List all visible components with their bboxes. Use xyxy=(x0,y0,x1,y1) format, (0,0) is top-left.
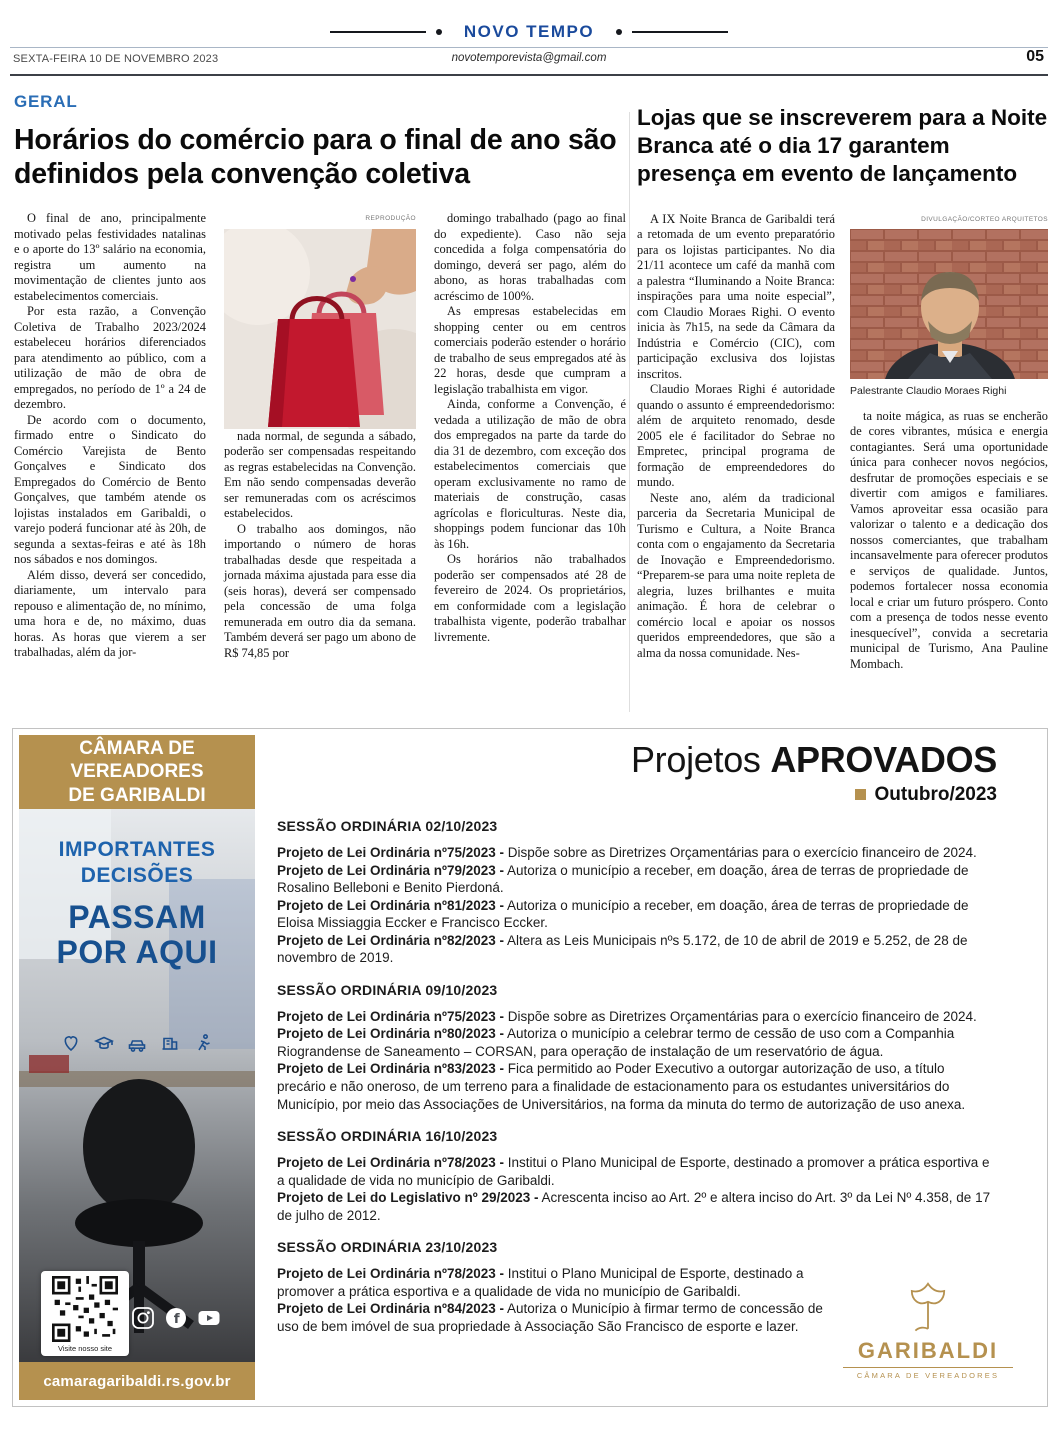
speaker-photo xyxy=(850,229,1048,379)
paragraph: Ainda, conforme a Convenção, é vedada a utilização de mão de obra dos empregados na parte da tarde do dia 31 de dezembro, com exceção dos estabelecimentos comerciais que operam exclusivamente no ramo de materiais de construção, casas agrícolas e floriculturas. Neste dia, shoppings podem funcionar das 10h às 16h. xyxy=(434,397,626,551)
section-label: GERAL xyxy=(14,92,78,111)
website-bar xyxy=(19,1362,255,1400)
approved-title xyxy=(263,739,1037,781)
paragraph: Além disso, deverá ser concedido, diariamente, um intervalo para repouso e alimentação de, no mínimo, uma hora e de, no máximo, duas horas. As horas que vierem a ser trabalhadas, além da jor- xyxy=(14,567,206,660)
main-article-body xyxy=(14,211,626,716)
facebook-icon[interactable] xyxy=(164,1306,188,1330)
session-block xyxy=(277,1239,842,1335)
approved-title-bold: APROVADOS xyxy=(770,739,997,780)
project-item xyxy=(277,862,997,897)
project-label: Projeto de Lei do Legislativo nº 29/2023 - xyxy=(277,1190,539,1206)
project-item xyxy=(277,1265,842,1300)
gold-square-bullet xyxy=(855,789,866,800)
masthead-ornament-line xyxy=(632,31,728,33)
garibaldi-logo-subtitle: CÂMARA DE VEREADORES xyxy=(843,1367,1013,1380)
svg-text:f: f xyxy=(173,1311,180,1328)
approved-month: Outubro/2023 xyxy=(874,784,997,805)
shopping-bags-photo xyxy=(224,229,416,429)
masthead-ornament-dot xyxy=(616,29,622,35)
qr-code xyxy=(52,1276,118,1342)
session-title: SESSÃO ORDINÁRIA 16/10/2023 xyxy=(277,1128,498,1145)
photo-caption: Palestrante Claudio Moraes Righi xyxy=(850,385,1007,398)
project-item xyxy=(277,1060,997,1113)
project-text: Dispõe sobre as Diretrizes Orçamentárias para o exercício financeiro de 2024. xyxy=(507,1008,977,1024)
project-item xyxy=(277,1300,842,1335)
project-text: Acrescenta inciso ao Art. 2º e altera inciso do Art. 3º da Lei Nº 4.358, de 17 de julho de 2012. xyxy=(277,1190,991,1223)
health-heart-icon xyxy=(61,1033,81,1053)
session-block xyxy=(277,1128,997,1224)
main-headline: Horários do comércio para o final de ano são definidos pela convenção coletiva xyxy=(14,124,617,190)
contact-email[interactable]: novotemporevista@gmail.com xyxy=(451,52,607,64)
secondary-article xyxy=(637,104,1048,712)
page-number: 05 xyxy=(1026,48,1044,65)
runner-icon xyxy=(193,1033,213,1053)
masthead-rule-bottom xyxy=(10,74,1048,76)
garibaldi-logo-name: GARIBALDI xyxy=(857,1338,999,1363)
masthead-ornament-dot xyxy=(436,29,442,35)
paragraph: Por esta razão, a Convenção Coletiva de Trabalho 2023/2024 estabeleceu horários diferenciados para atendimento ao público, com a utilização de mão de obra de empregados, no período de 1º a 24 de dezembro. xyxy=(14,304,206,412)
project-item xyxy=(277,844,997,862)
services-icon-row xyxy=(19,1033,255,1053)
session-title: SESSÃO ORDINÁRIA 23/10/2023 xyxy=(277,1239,498,1256)
project-label: Projeto de Lei Ordinária nº84/2023 - xyxy=(277,1301,505,1317)
instagram-icon[interactable] xyxy=(131,1306,155,1330)
project-item xyxy=(277,1008,997,1026)
project-label: Projeto de Lei Ordinária nº78/2023 - xyxy=(277,1155,505,1171)
project-text: Institui o Plano Municipal de Esporte, destinado a promover a prática esportiva e a qualidade de vida no município de Garibaldi. xyxy=(277,1266,804,1299)
photo-credit: REPRODUÇÃO xyxy=(365,215,416,223)
camara-banner-line2: DE GARIBALDI xyxy=(68,784,206,806)
paragraph: O trabalho aos domingos, não importando o número de horas trabalhadas desde que respeitada a jornada máxima ajustada para esse dia (seis horas), deverá ser compensado pela concessão de uma folga remunerada em outro dia da semana. Também deverá ser pago um abono de R$ 74,85 por xyxy=(224,521,416,660)
paragraph: Neste ano, além da tradicional parceria da Secretaria Municipal de Turismo e Cultura, a Noite Branca conta com o engajamento da Secretaria de Inovação e Empreendedorismo. “Preparem-se para uma noite repleta de alegria, luzes brilhantes e muita animação. É hora de celebrar o comércio local e apoiar os nossos queridos empreendedores, que são a alma da nossa comunidade. Nes- xyxy=(637,490,835,660)
paragraph: A IX Noite Branca de Garibaldi terá a retomada de um evento preparatório para os lojistas participantes. No dia 21/11 acontece um café da manhã com a palestra “Iluminando a Noite Branca: inspirações para uma noite especial”, com Claudio Moraes Righi. O evento inicia às 7h15, na sede da Câmara da Indústria e Comércio (CIC), com participação exclusiva dos lojistas inscritos. xyxy=(637,211,835,381)
project-item xyxy=(277,1154,997,1189)
main-article xyxy=(14,124,626,716)
camara-banner xyxy=(19,735,255,809)
qr-label: Visite nosso site xyxy=(57,1344,113,1353)
session-title: SESSÃO ORDINÁRIA 02/10/2023 xyxy=(277,818,498,834)
project-label: Projeto de Lei Ordinária nº75/2023 - xyxy=(277,1008,505,1024)
main-article-column-2 xyxy=(224,211,416,661)
project-text: Fica permitido ao Poder Executivo a outorgar autorização de uso, a título precário e não oneroso, de um terreno para a finalidade de estacionamento para os estudantes universitários do Município, por meio das Associações de Universitários, na forma da minuta do termo de autorização de uso anexa. xyxy=(277,1061,966,1112)
photo-credit: DIVULGAÇÃO/CORTEO ARQUITETOS xyxy=(921,215,1048,223)
youtube-icon[interactable] xyxy=(197,1306,221,1330)
approved-title-light: Projetos xyxy=(630,739,761,780)
project-label: Projeto de Lei Ordinária nº80/2023 - xyxy=(277,1026,505,1042)
camara-banner-line1: CÂMARA DE VEREADORES xyxy=(70,738,204,783)
paragraph: Claudio Moraes Righi é autoridade quando o assunto é empreendedorismo: além de arquiteto renomado, desde 2005 ele é facilitador do Sebrae no Empretec, principal programa de formação de empreendedores do mundo. xyxy=(637,382,835,490)
project-label: Projeto de Lei Ordinária nº82/2023 - xyxy=(277,932,505,948)
masthead-rule-top xyxy=(10,47,1048,48)
session-title: SESSÃO ORDINÁRIA 09/10/2023 xyxy=(277,981,498,998)
masthead-ornament-line xyxy=(330,31,426,33)
panel-slogan xyxy=(19,837,255,971)
garibaldi-logo xyxy=(843,1282,1013,1380)
camara-ad-box xyxy=(12,728,1048,1407)
graduation-cap-icon xyxy=(94,1033,114,1053)
project-label: Projeto de Lei Ordinária nº79/2023 - xyxy=(277,862,505,878)
masthead xyxy=(0,22,1058,42)
project-label: Projeto de Lei Ordinária nº78/2023 - xyxy=(277,1266,505,1282)
slogan-line: IMPORTANTES xyxy=(58,838,216,861)
project-label: Projeto de Lei Ordinária nº81/2023 - xyxy=(277,897,505,913)
main-article-column-3 xyxy=(434,211,626,645)
project-text: Autoriza o Município à firmar termo de concessão de uso de bem imóvel de sua propriedade à Associação São Francisco de esporte e lazer. xyxy=(277,1301,823,1334)
project-item xyxy=(277,1025,997,1060)
slogan-line-big: POR AQUI xyxy=(56,934,218,971)
project-label: Projeto de Lei Ordinária nº83/2023 - xyxy=(277,1061,505,1077)
approved-subtitle xyxy=(263,784,1037,806)
secondary-headline: Lojas que se inscreverem para a Noite Branca até o dia 17 garantem presença em evento de lançamento xyxy=(637,105,1048,186)
paragraph: domingo trabalhado (pago ao final do expediente). Caso não seja concedida a folga compensatória do domingo, deverá ser pago, além do abono, as horas trabalhadas com acréscimo de 100%. xyxy=(434,211,626,303)
sessions-list xyxy=(263,818,1037,1335)
slogan-line: DECISÕES xyxy=(80,863,194,887)
project-text: Autoriza o município a receber, em doação, área de terras de propriedade de Rosalino Belleboni e Benito Pierdoná. xyxy=(277,862,969,896)
approved-projects xyxy=(263,739,1037,1350)
social-icons xyxy=(131,1306,221,1330)
project-text: Autoriza o município a celebrar termo de cessão de uso com a Companhia Riograndense de Saneamento – CORSAN, para operação de instalação de um reservatório de água. xyxy=(277,1026,955,1059)
camara-side-panel xyxy=(19,735,255,1400)
project-item xyxy=(277,1189,997,1224)
newspaper-title: NOVO TEMPO xyxy=(463,22,595,41)
main-article-column-1 xyxy=(14,211,206,661)
slogan-line-big: PASSAM xyxy=(68,899,206,936)
project-text: Institui o Plano Municipal de Esporte, destinado a promover a prática esportiva e a qualidade de vida no município de Garibaldi. xyxy=(277,1155,990,1188)
website-link[interactable]: camaragaribaldi.rs.gov.br xyxy=(43,1372,231,1390)
paragraph: ta noite mágica, as ruas se encherão de cores vibrantes, música e energia contagiantes. Será uma oportunidade única para conhecer novos negócios, desfrutar de promoções especiais e se divertir com amigos e familiares. Vamos aproveitar essa ocasião para valorizar o talento e a dedicação dos nossos comerciantes, que trabalham incansavelmente para oferecer produtos e serviços de qualidade. Juntos, podemos fortalecer nossa economia local e criar um futuro próspero. Conto com a presença de todos nesse evento inesquecível”, convida a secretaria municipal de Turismo, Ana Pauline Mombach. xyxy=(850,408,1048,671)
paragraph: nada normal, de segunda a sábado, poderão ser compensadas respeitando as regras estabelecidas na Convenção. Em não sendo compensadas deverão ser remuneradas com os acréscimos estabelecidos. xyxy=(224,428,416,521)
session-block xyxy=(277,818,997,967)
garibaldi-leaf-icon xyxy=(906,1282,950,1336)
qr-code-box xyxy=(41,1271,129,1356)
project-label: Projeto de Lei Ordinária nº75/2023 - xyxy=(277,845,505,860)
project-text: Altera as Leis Municipais nºs 5.172, de 10 de abril de 2019 e 5.252, de 28 de novembro de 2019. xyxy=(277,932,968,966)
building-icon xyxy=(160,1033,180,1053)
paragraph: De acordo com o documento, firmado entre o Sindicato do Comércio Varejista de Bento Gonçalves e Sindicato dos Empregados do Comércio de Bento Gonçalves, que também atende os lojistas instalados em Garibaldi, o varejo poderá funcionar até às 20h, de segunda a sextas-feiras e até às 18h nos sábados e nos domingos. xyxy=(14,412,206,567)
session-block xyxy=(277,982,997,1113)
paragraph: Os horários não trabalhados poderão ser compensados até 28 de fevereiro de 2024. Os proprietários, em conformidade com a legislação trabalhista vigente, poderão trabalhar livremente. xyxy=(434,552,626,644)
article-divider xyxy=(629,112,630,712)
secondary-article-column-2 xyxy=(850,212,1048,673)
office-photo-area xyxy=(19,809,255,1362)
secondary-article-body xyxy=(637,212,1048,712)
edition-date: SEXTA-FEIRA 10 DE NOVEMBRO 2023 xyxy=(13,53,219,65)
project-item xyxy=(277,897,997,932)
project-text: Dispõe sobre as Diretrizes Orçamentárias para o exercício financeiro de 2024. xyxy=(507,845,977,860)
project-text: Autoriza o município a receber, em doação, área de terras de propriedade de Eloisa Missiaggia Eccker e Francisco Eccker. xyxy=(277,897,969,931)
secondary-article-column-1 xyxy=(637,212,835,662)
taxi-icon xyxy=(127,1033,147,1053)
project-item xyxy=(277,932,997,967)
paragraph: O final de ano, principalmente motivado pelas festividades natalinas e o aporte do 13º salário na economia, registra um aumento na movimentação de clientes junto aos estabelecimentos comerciais. xyxy=(14,211,206,303)
paragraph: As empresas estabelecidas em shopping center ou em centros comerciais poderão estender o horário de trabalho de seus empregados até às 22 horas, desde que cumpram a legislação trabalhista em vigor. xyxy=(434,304,626,396)
